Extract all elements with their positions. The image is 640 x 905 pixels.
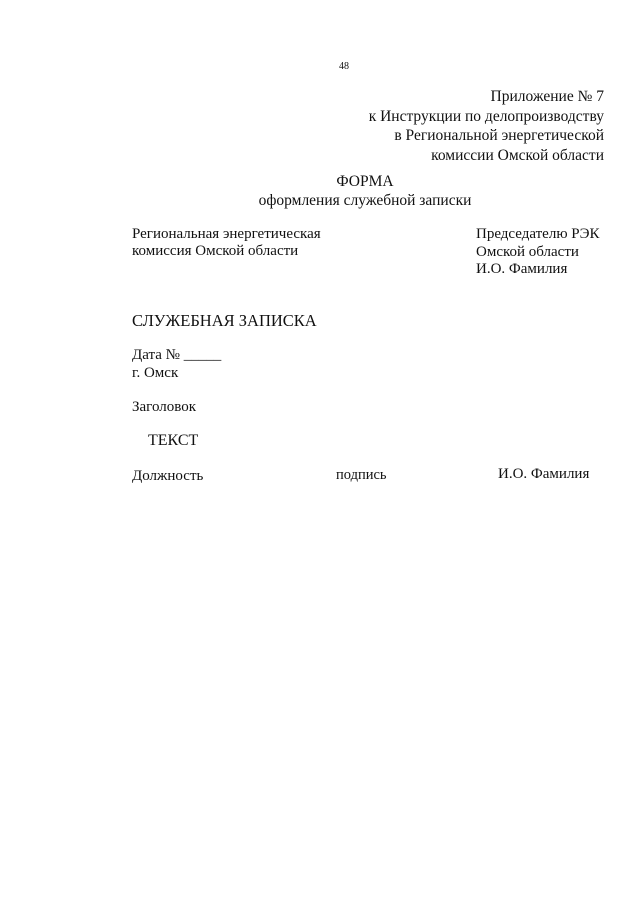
- memo-heading: Заголовок: [132, 399, 197, 415]
- appendix-reference: [369, 87, 604, 165]
- form-title: ФОРМА: [336, 173, 394, 190]
- addressee-line: Омской области: [476, 243, 579, 260]
- page-number: 48: [339, 61, 349, 72]
- addressee-line: И.О. Фамилия: [476, 261, 568, 277]
- appendix-line: в Региональной энергетической: [394, 127, 604, 144]
- sender-line: Региональная энергетическая: [132, 226, 321, 242]
- city: г. Омск: [132, 365, 179, 381]
- signature-placeholder: подпись: [336, 467, 387, 483]
- appendix-line: к Инструкции по делопроизводству: [368, 107, 604, 125]
- signer-name: И.О. Фамилия: [498, 466, 590, 482]
- sender-line: комиссия Омской области: [132, 243, 299, 259]
- date-number-line: Дата № _____: [132, 347, 222, 363]
- signer-position: Должность: [132, 468, 204, 484]
- appendix-line: Приложение № 7: [490, 88, 604, 105]
- document-type: СЛУЖЕБНАЯ ЗАПИСКА: [132, 311, 317, 330]
- memo-body: ТЕКСТ: [148, 432, 199, 449]
- form-subtitle: оформления служебной записки: [258, 192, 472, 209]
- addressee-line: Председателю РЭК: [476, 226, 600, 242]
- sender-organization: [132, 226, 321, 260]
- appendix-line: комиссии Омской области: [431, 146, 604, 164]
- addressee-block: [476, 226, 600, 279]
